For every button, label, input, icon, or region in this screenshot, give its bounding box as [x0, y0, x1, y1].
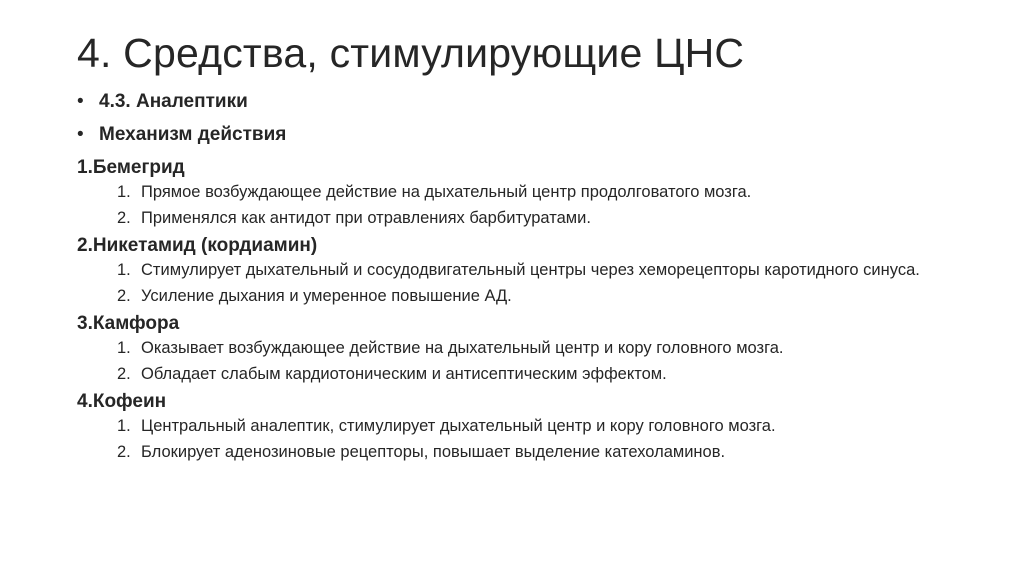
item-text: Оказывает возбуждающее действие на дыхательный центр и кору головного мозга. — [141, 339, 784, 357]
numbered-item — [117, 364, 961, 384]
drug-heading: 2.Никетамид (кордиамин) — [77, 235, 318, 256]
numbered-item — [117, 442, 961, 462]
item-text: Обладает слабым кардиотоническим и антисептическим эффектом. — [141, 365, 667, 383]
drug-section — [77, 390, 977, 462]
item-number: 2. — [117, 287, 131, 305]
bullet-item — [77, 90, 977, 114]
numbered-item — [117, 286, 961, 306]
slide-content — [77, 90, 977, 468]
bullet-text: 4.3. Аналептики — [99, 91, 248, 112]
item-number: 2. — [117, 443, 131, 461]
item-number: 1. — [117, 183, 131, 201]
bullet-marker: • — [77, 124, 84, 145]
numbered-item — [117, 182, 961, 202]
bullet-item — [77, 123, 977, 147]
item-number: 2. — [117, 365, 131, 383]
item-number: 1. — [117, 261, 131, 279]
bullet-text: Механизм действия — [99, 124, 287, 145]
drug-heading: 3.Камфора — [77, 313, 180, 334]
drug-section — [77, 156, 977, 228]
item-text: Прямое возбуждающее действие на дыхательный центр продолговатого мозга. — [141, 183, 752, 201]
item-number: 1. — [117, 339, 131, 357]
numbered-item — [117, 208, 961, 228]
item-text: Центральный аналептик, стимулирует дыхательный центр и кору головного мозга. — [141, 417, 776, 435]
numbered-item — [117, 338, 961, 358]
item-text: Стимулирует дыхательный и сосудодвигательный центры через хеморецепторы каротидного синуса. — [141, 261, 920, 279]
item-number: 1. — [117, 417, 131, 435]
numbered-item — [117, 260, 961, 280]
item-text: Применялся как антидот при отравлениях барбитуратами. — [141, 209, 591, 227]
item-number: 2. — [117, 209, 131, 227]
bullet-marker: • — [77, 91, 84, 112]
item-text: Блокирует аденозиновые рецепторы, повышает выделение катехоламинов. — [141, 443, 726, 461]
slide-title: 4. Средства, стимулирующие ЦНС — [77, 30, 745, 76]
numbered-item — [117, 416, 961, 436]
drug-section — [77, 312, 977, 384]
drug-heading: 1.Бемегрид — [77, 157, 185, 178]
item-text: Усиление дыхания и умеренное повышение АД. — [141, 287, 512, 305]
drug-heading: 4.Кофеин — [77, 391, 167, 412]
drug-section — [77, 234, 977, 306]
